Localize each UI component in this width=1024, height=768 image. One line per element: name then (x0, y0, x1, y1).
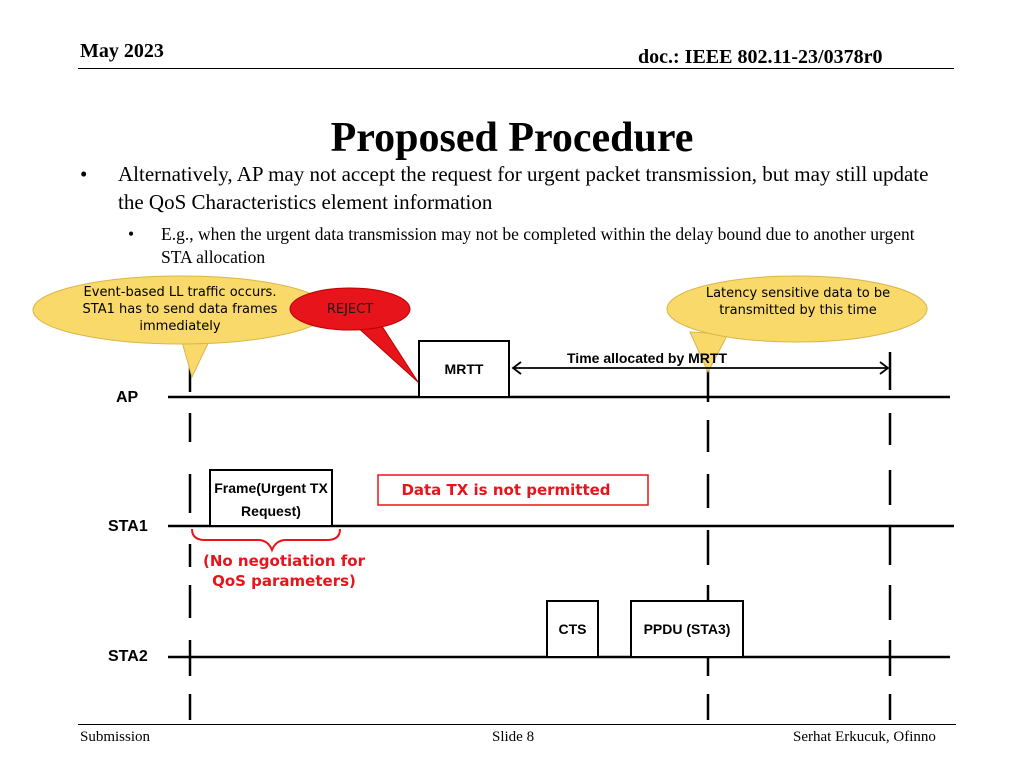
callout-right-text: Latency sensitive data to be transmitted by this time (705, 286, 891, 318)
footer-divider (78, 724, 956, 725)
brace-icon (192, 529, 340, 550)
not-permitted-label: Data TX is not permitted (401, 481, 611, 499)
callout-reject-text: REJECT (326, 302, 374, 317)
sta2-label: STA2 (108, 648, 148, 665)
footer-submission: Submission (80, 729, 151, 745)
bullet-level1-text: Alternatively, AP may not accept the request for urgent packet transmission, but may still update the QoS Characteristics element information (118, 162, 929, 214)
bullet-marker: • (80, 162, 88, 186)
bullet-marker: • (128, 224, 135, 244)
callout-left-text: Event-based LL traffic occurs. STA1 has to send data frames immediately (82, 285, 278, 334)
slide-title: Proposed Procedure (330, 115, 694, 161)
ap-label: AP (116, 389, 139, 406)
header-date: May 2023 (80, 40, 164, 62)
sta1-label: STA1 (108, 518, 148, 535)
frame-label: Frame(Urgent TX Request) (214, 480, 328, 519)
mrtt-label: MRTT (444, 361, 484, 377)
time-allocated-label: Time allocated by MRTT (567, 350, 727, 366)
cts-label: CTS (558, 621, 587, 637)
no-negotiation-label: (No negotiation for QoS parameters) (202, 552, 365, 590)
footer-author: Serhat Erkucuk, Ofinno (793, 729, 936, 745)
footer-slide-number: Slide 8 (492, 729, 535, 745)
ppdu-label: PPDU (STA3) (643, 621, 731, 637)
header-doc-id: doc.: IEEE 802.11-23/0378r0 (638, 46, 883, 68)
bullet-level2-text: E.g., when the urgent data transmission may not be completed within the delay bound due to another urgent STA allocation (161, 224, 915, 267)
